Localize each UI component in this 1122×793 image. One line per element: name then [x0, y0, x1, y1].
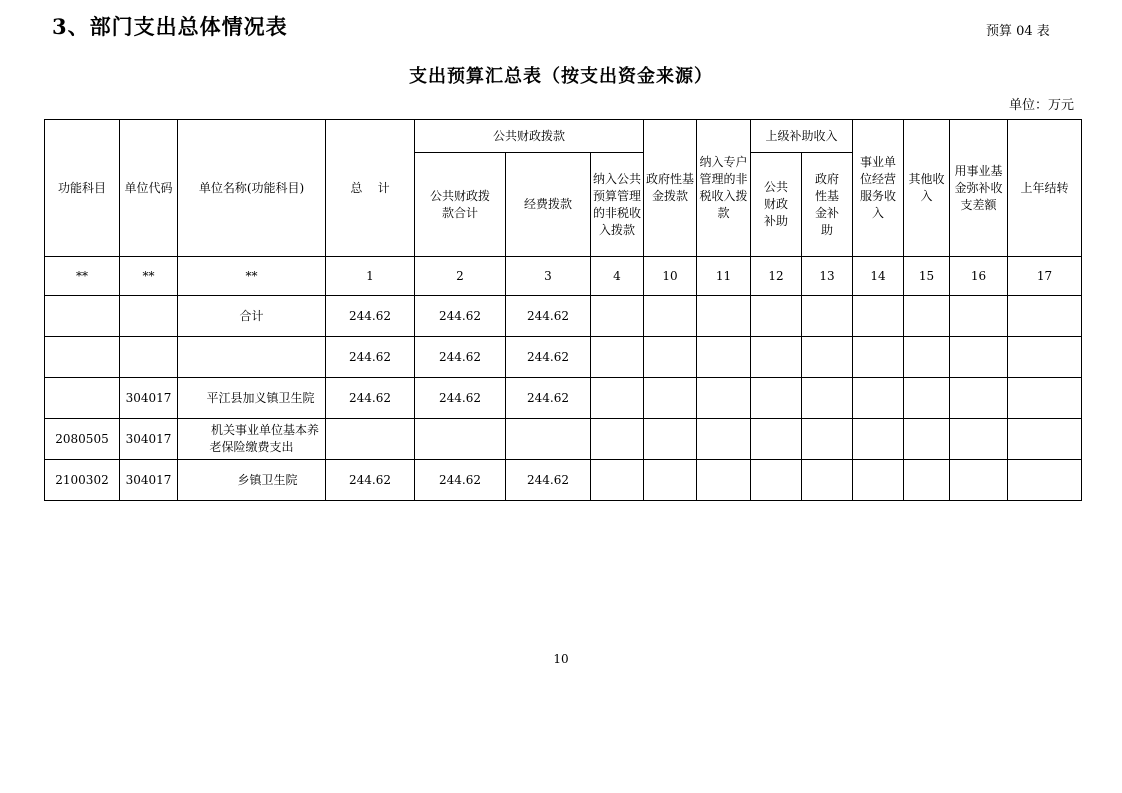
public-sum-cell: 244.62 — [415, 378, 506, 419]
header-fund-offset: 用事业基金弥补收支差额 — [950, 120, 1008, 257]
header-nontax-budget: 纳入公共预算管理的非税收入拨款 — [591, 153, 644, 257]
budget-table — [44, 119, 1082, 501]
public-sum-cell: 244.62 — [415, 296, 506, 337]
index-cell: 3 — [506, 257, 591, 296]
table-row — [45, 337, 1082, 378]
table-row — [45, 378, 1082, 419]
unit-code-cell: 304017 — [120, 419, 178, 460]
unit-code-cell — [120, 296, 178, 337]
expense-cell: 244.62 — [506, 460, 591, 501]
page-title: 支出预算汇总表（按支出资金来源） — [409, 66, 713, 87]
index-cell: 13 — [802, 257, 853, 296]
index-cell: 4 — [591, 257, 644, 296]
expense-cell: 244.62 — [506, 296, 591, 337]
index-cell: 17 — [1008, 257, 1082, 296]
header-gov-fund-subsidy: 政府性基金补助 — [802, 153, 853, 257]
total-cell: 244.62 — [326, 337, 415, 378]
header-row-1 — [45, 120, 1082, 153]
total-cell — [326, 419, 415, 460]
header-public-subsidy: 公共财政补助 — [751, 153, 802, 257]
table-row — [45, 460, 1082, 501]
header-superior-subsidy: 上级补助收入 — [751, 120, 853, 153]
expense-cell — [506, 419, 591, 460]
header-total: 总 计 — [326, 120, 415, 257]
public-sum-cell: 244.62 — [415, 337, 506, 378]
table-row — [45, 419, 1082, 460]
total-cell: 244.62 — [326, 296, 415, 337]
func-subject-cell — [45, 296, 120, 337]
section-title: 3、部门支出总体情况表 — [52, 14, 288, 39]
total-cell: 244.62 — [326, 460, 415, 501]
unit-name-cell: 合计 — [178, 296, 326, 337]
func-subject-cell: 2080505 — [45, 419, 120, 460]
func-subject-cell — [45, 378, 120, 419]
table-row — [45, 296, 1082, 337]
unit-name-cell: 机关事业单位基本养老保险缴费支出 — [178, 419, 326, 460]
index-cell: 10 — [644, 257, 697, 296]
header-func-subject: 功能科目 — [45, 120, 120, 257]
index-row — [45, 257, 1082, 296]
public-sum-cell: 244.62 — [415, 460, 506, 501]
header-public-fiscal: 公共财政拨款 — [415, 120, 644, 153]
page-number: 10 — [553, 652, 569, 666]
index-cell: 11 — [697, 257, 751, 296]
func-subject-cell: 2100302 — [45, 460, 120, 501]
expense-cell: 244.62 — [506, 378, 591, 419]
header-other-income: 其他收入 — [904, 120, 950, 257]
index-cell: 2 — [415, 257, 506, 296]
unit-code-cell: 304017 — [120, 460, 178, 501]
unit-name-cell — [178, 337, 326, 378]
header-expense-allot: 经费拨款 — [506, 153, 591, 257]
index-cell: 1 — [326, 257, 415, 296]
header-unit-name: 单位名称(功能科目) — [178, 120, 326, 257]
header-last-year-carry: 上年结转 — [1008, 120, 1082, 257]
header-public-fiscal-sum: 公共财政拨款合计 — [415, 153, 506, 257]
index-cell: ** — [120, 257, 178, 296]
index-cell: ** — [45, 257, 120, 296]
unit-name-cell: 平江县加义镇卫生院 — [178, 378, 326, 419]
unit-label: 单位：万元 — [1008, 98, 1074, 113]
unit-code-cell: 304017 — [120, 378, 178, 419]
index-cell: 16 — [950, 257, 1008, 296]
index-cell: 15 — [904, 257, 950, 296]
index-cell: 14 — [853, 257, 904, 296]
table-number: 预算 04 表 — [986, 24, 1050, 39]
expense-cell: 244.62 — [506, 337, 591, 378]
index-cell: ** — [178, 257, 326, 296]
index-cell: 12 — [751, 257, 802, 296]
header-special-nontax: 纳入专户管理的非税收入拨款 — [697, 120, 751, 257]
header-gov-fund: 政府性基金拨款 — [644, 120, 697, 257]
public-sum-cell — [415, 419, 506, 460]
header-business-income: 事业单位经营服务收入 — [853, 120, 904, 257]
unit-name-cell: 乡镇卫生院 — [178, 460, 326, 501]
total-cell: 244.62 — [326, 378, 415, 419]
unit-code-cell — [120, 337, 178, 378]
header-unit-code: 单位代码 — [120, 120, 178, 257]
func-subject-cell — [45, 337, 120, 378]
